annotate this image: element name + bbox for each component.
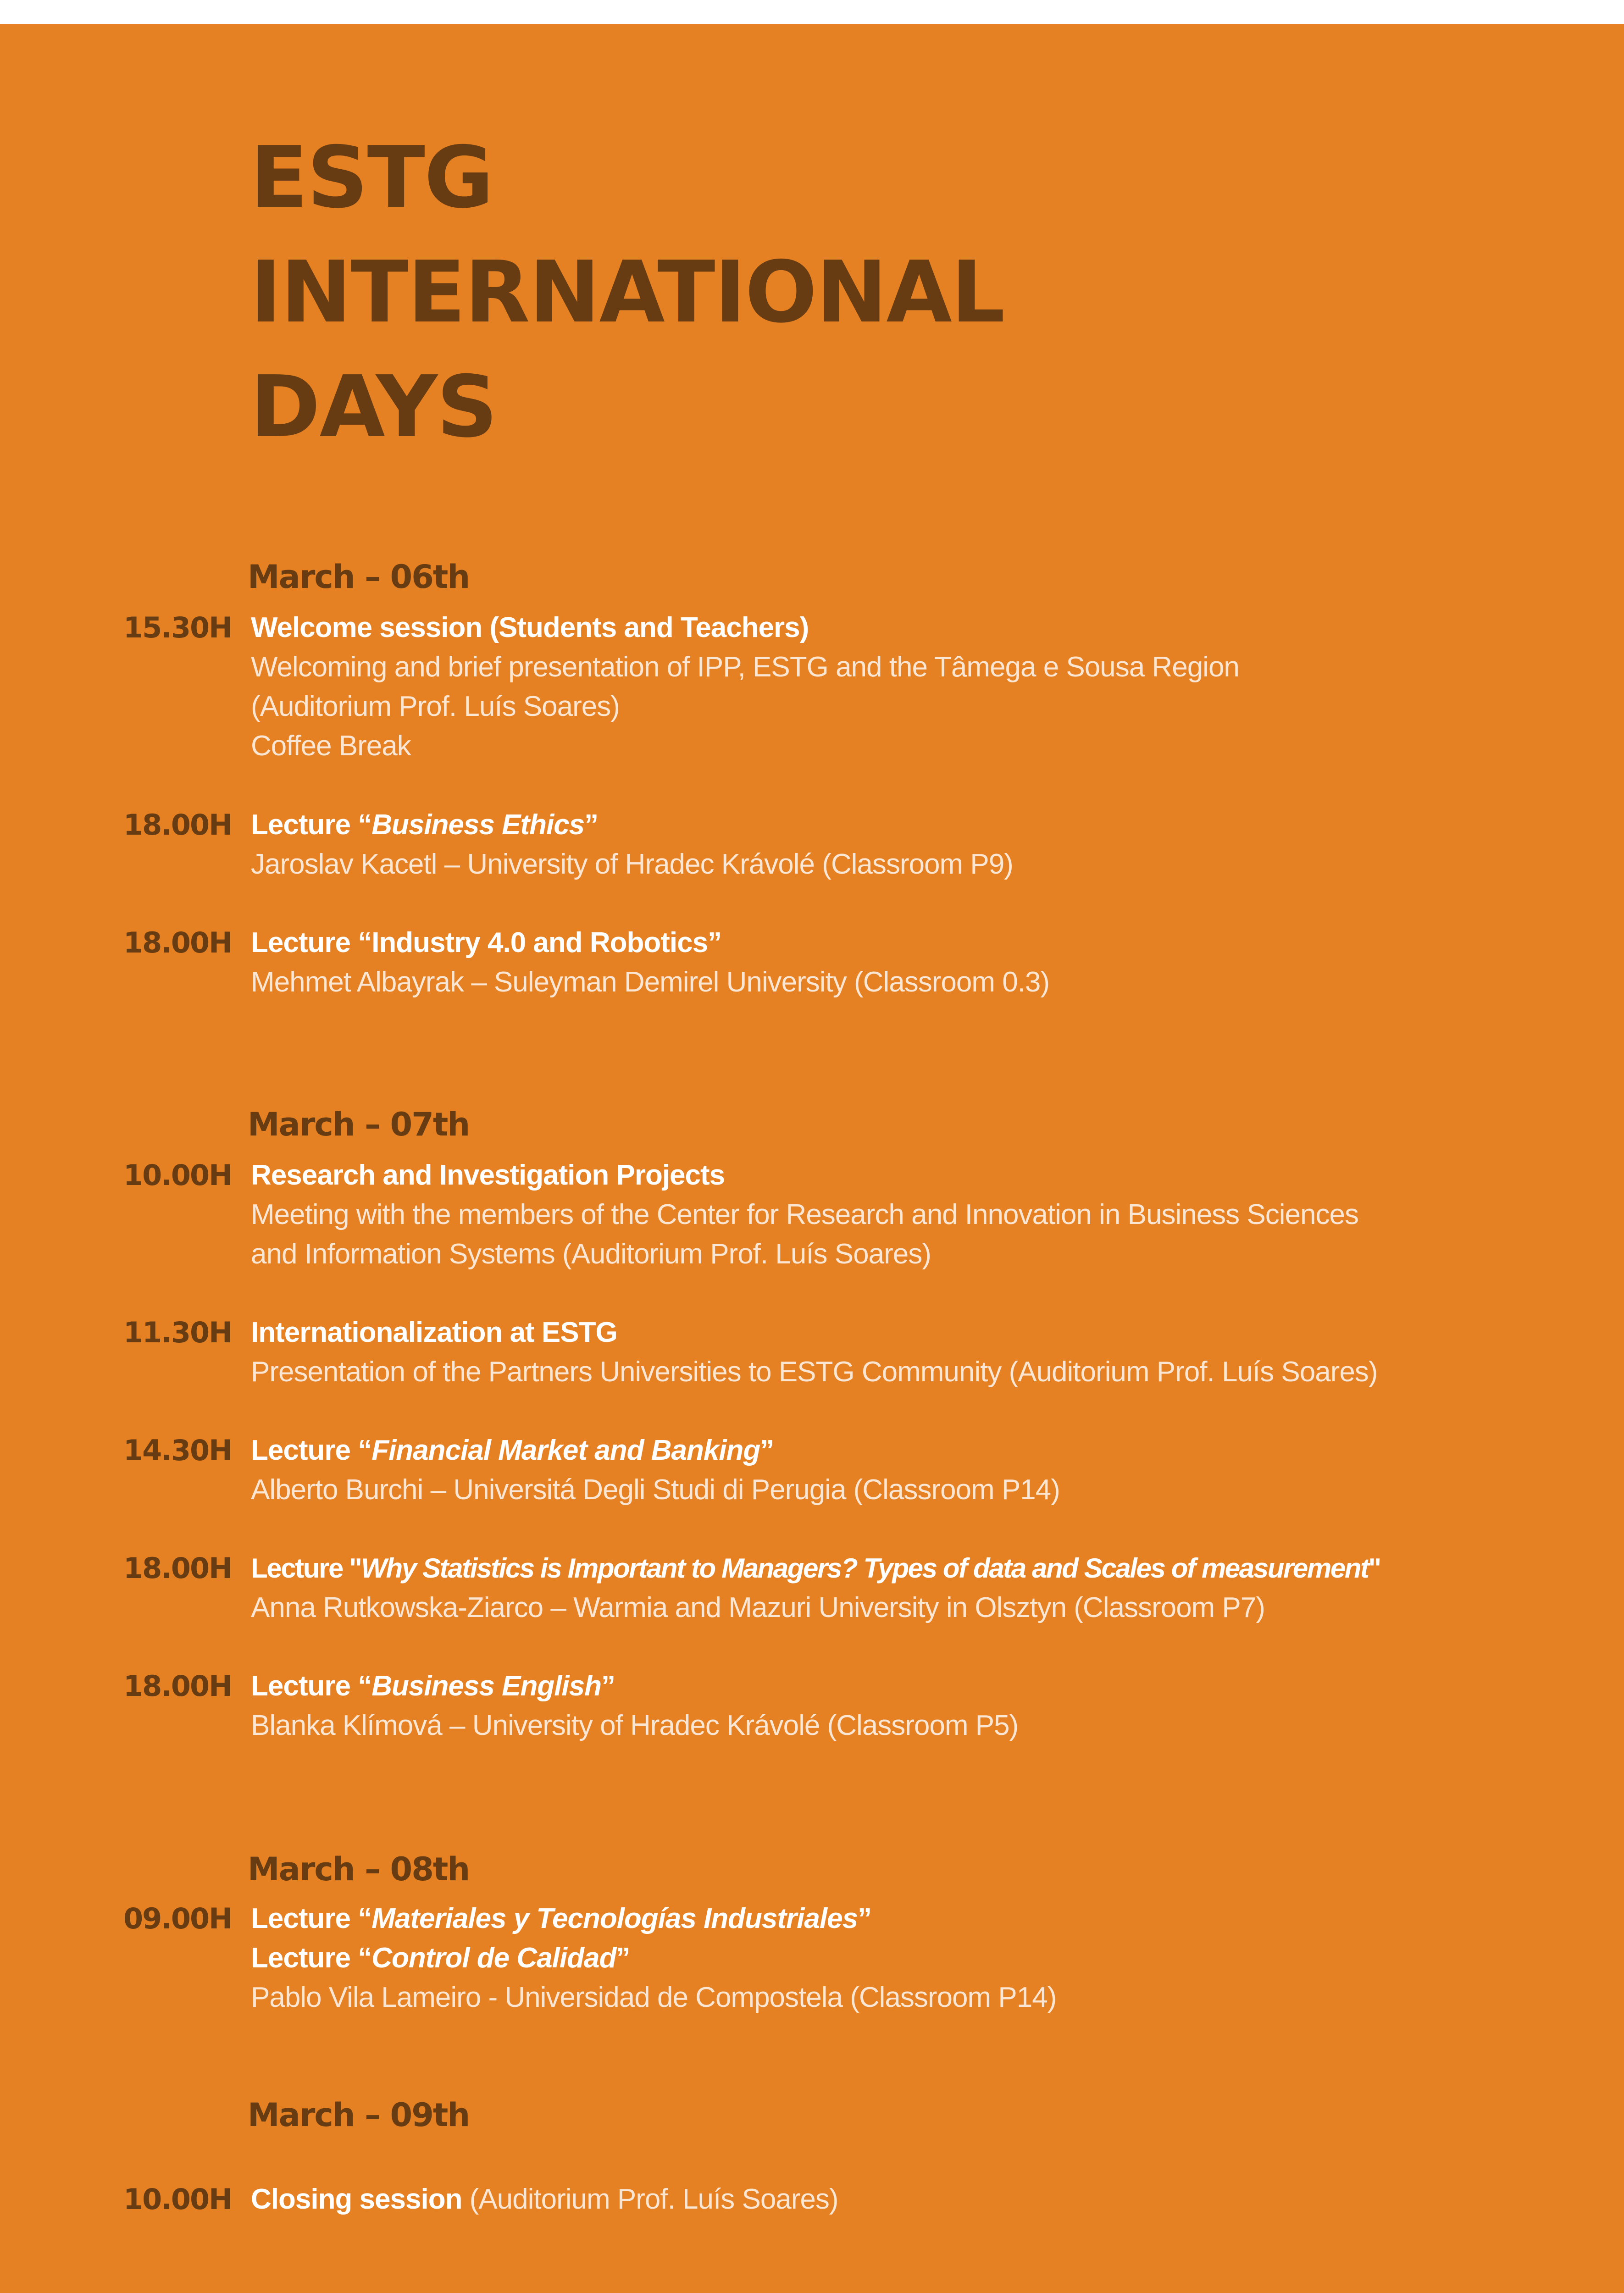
event-heading: Research and Investigation Projects [251,1159,725,1191]
event-heading: Lecture “Financial Market and Banking” [251,1435,774,1466]
event-detail: Anna Rutkowska-Ziarco – Warmia and Mazuri University in Olsztyn (Classroom P7) [251,1592,1265,1623]
day-heading: March – 06th [248,558,470,596]
event-heading: Closing session (Auditorium Prof. Luís Soares) [251,2183,838,2215]
title-line: DAYS [250,357,497,456]
lecture-title: Why Statistics is Important to Managers? Types of data and Scales of measurement [361,1553,1369,1584]
event-time: 15.30H [123,611,232,644]
event-body [251,1156,1604,1274]
title-line: ESTG [250,128,493,227]
event-time: 18.00H [123,1669,232,1703]
event-heading: Lecture “Control de Calidad” [251,1942,630,1974]
event-time: 18.00H [123,1551,232,1585]
event-detail: and Information Systems (Auditorium Prof. Luís Soares) [251,1238,931,1270]
poster [0,24,1624,2293]
event-detail: Welcoming and brief presentation of IPP, ESTG and the Tâmega e Sousa Region [251,651,1239,683]
event-time: 10.00H [123,2182,232,2216]
lecture-title: Financial Market and Banking [371,1435,760,1466]
event-detail: Presentation of the Partners Universities to ESTG Community (Auditorium Prof. Luís Soares) [251,1356,1378,1388]
event-heading: Lecture “Business English” [251,1670,615,1702]
day-heading: March – 09th [248,2096,470,2134]
event-heading: Lecture “Materiales y Tecnologías Industriales” [251,1903,872,1934]
event-detail: Blanka Klímová – University of Hradec Krávolé (Classroom P5) [251,1710,1019,1741]
event-heading: Internationalization at ESTG [251,1317,617,1348]
event-heading: Welcome session (Students and Teachers) [251,612,809,643]
event-detail: (Auditorium Prof. Luís Soares) [251,691,620,722]
event-body [251,1431,1604,1510]
event-detail: Alberto Burchi – Universitá Degli Studi di Perugia (Classroom P14) [251,1474,1060,1506]
day-heading: March – 08th [248,1850,470,1888]
event-body [251,923,1604,1002]
event-body [251,1549,1604,1628]
event-time: 10.00H [123,1158,232,1192]
event-body [251,2180,1604,2219]
event-time: 09.00H [123,1902,232,1935]
lecture-title: Business English [371,1670,602,1702]
lecture-title: Control de Calidad [371,1942,616,1974]
event-detail: Pablo Vila Lameiro - Universidad de Compostela (Classroom P14) [251,1982,1057,2013]
event-heading: Lecture "Why Statistics is Important to Managers? Types of data and Scales of measurement" [251,1553,1380,1584]
event-detail: Coffee Break [251,730,411,762]
title-line: INTERNATIONAL [250,243,1004,342]
event-detail: Jaroslav Kacetl – University of Hradec Krávolé (Classroom P9) [251,848,1013,880]
event-time: 14.30H [123,1434,232,1467]
event-time: 18.00H [123,808,232,842]
poster-title [250,120,1004,464]
event-time: 11.30H [123,1316,232,1349]
lecture-title: Materiales y Tecnologías Industriales [371,1903,858,1934]
event-detail: Meeting with the members of the Center for Research and Innovation in Business Sciences [251,1199,1358,1230]
event-detail: Mehmet Albayrak – Suleyman Demirel University (Classroom 0.3) [251,966,1050,998]
lecture-title: Business Ethics [371,809,585,841]
event-heading: Lecture “Business Ethics” [251,809,599,841]
event-body [251,1313,1604,1392]
event-body [251,608,1604,766]
event-body [251,1667,1604,1745]
event-time: 18.00H [123,926,232,959]
day-heading: March – 07th [248,1106,470,1143]
event-body [251,1899,1604,2017]
event-location: (Auditorium Prof. Luís Soares) [462,2183,838,2215]
event-body [251,805,1604,884]
event-heading: Lecture “Industry 4.0 and Robotics” [251,927,722,958]
